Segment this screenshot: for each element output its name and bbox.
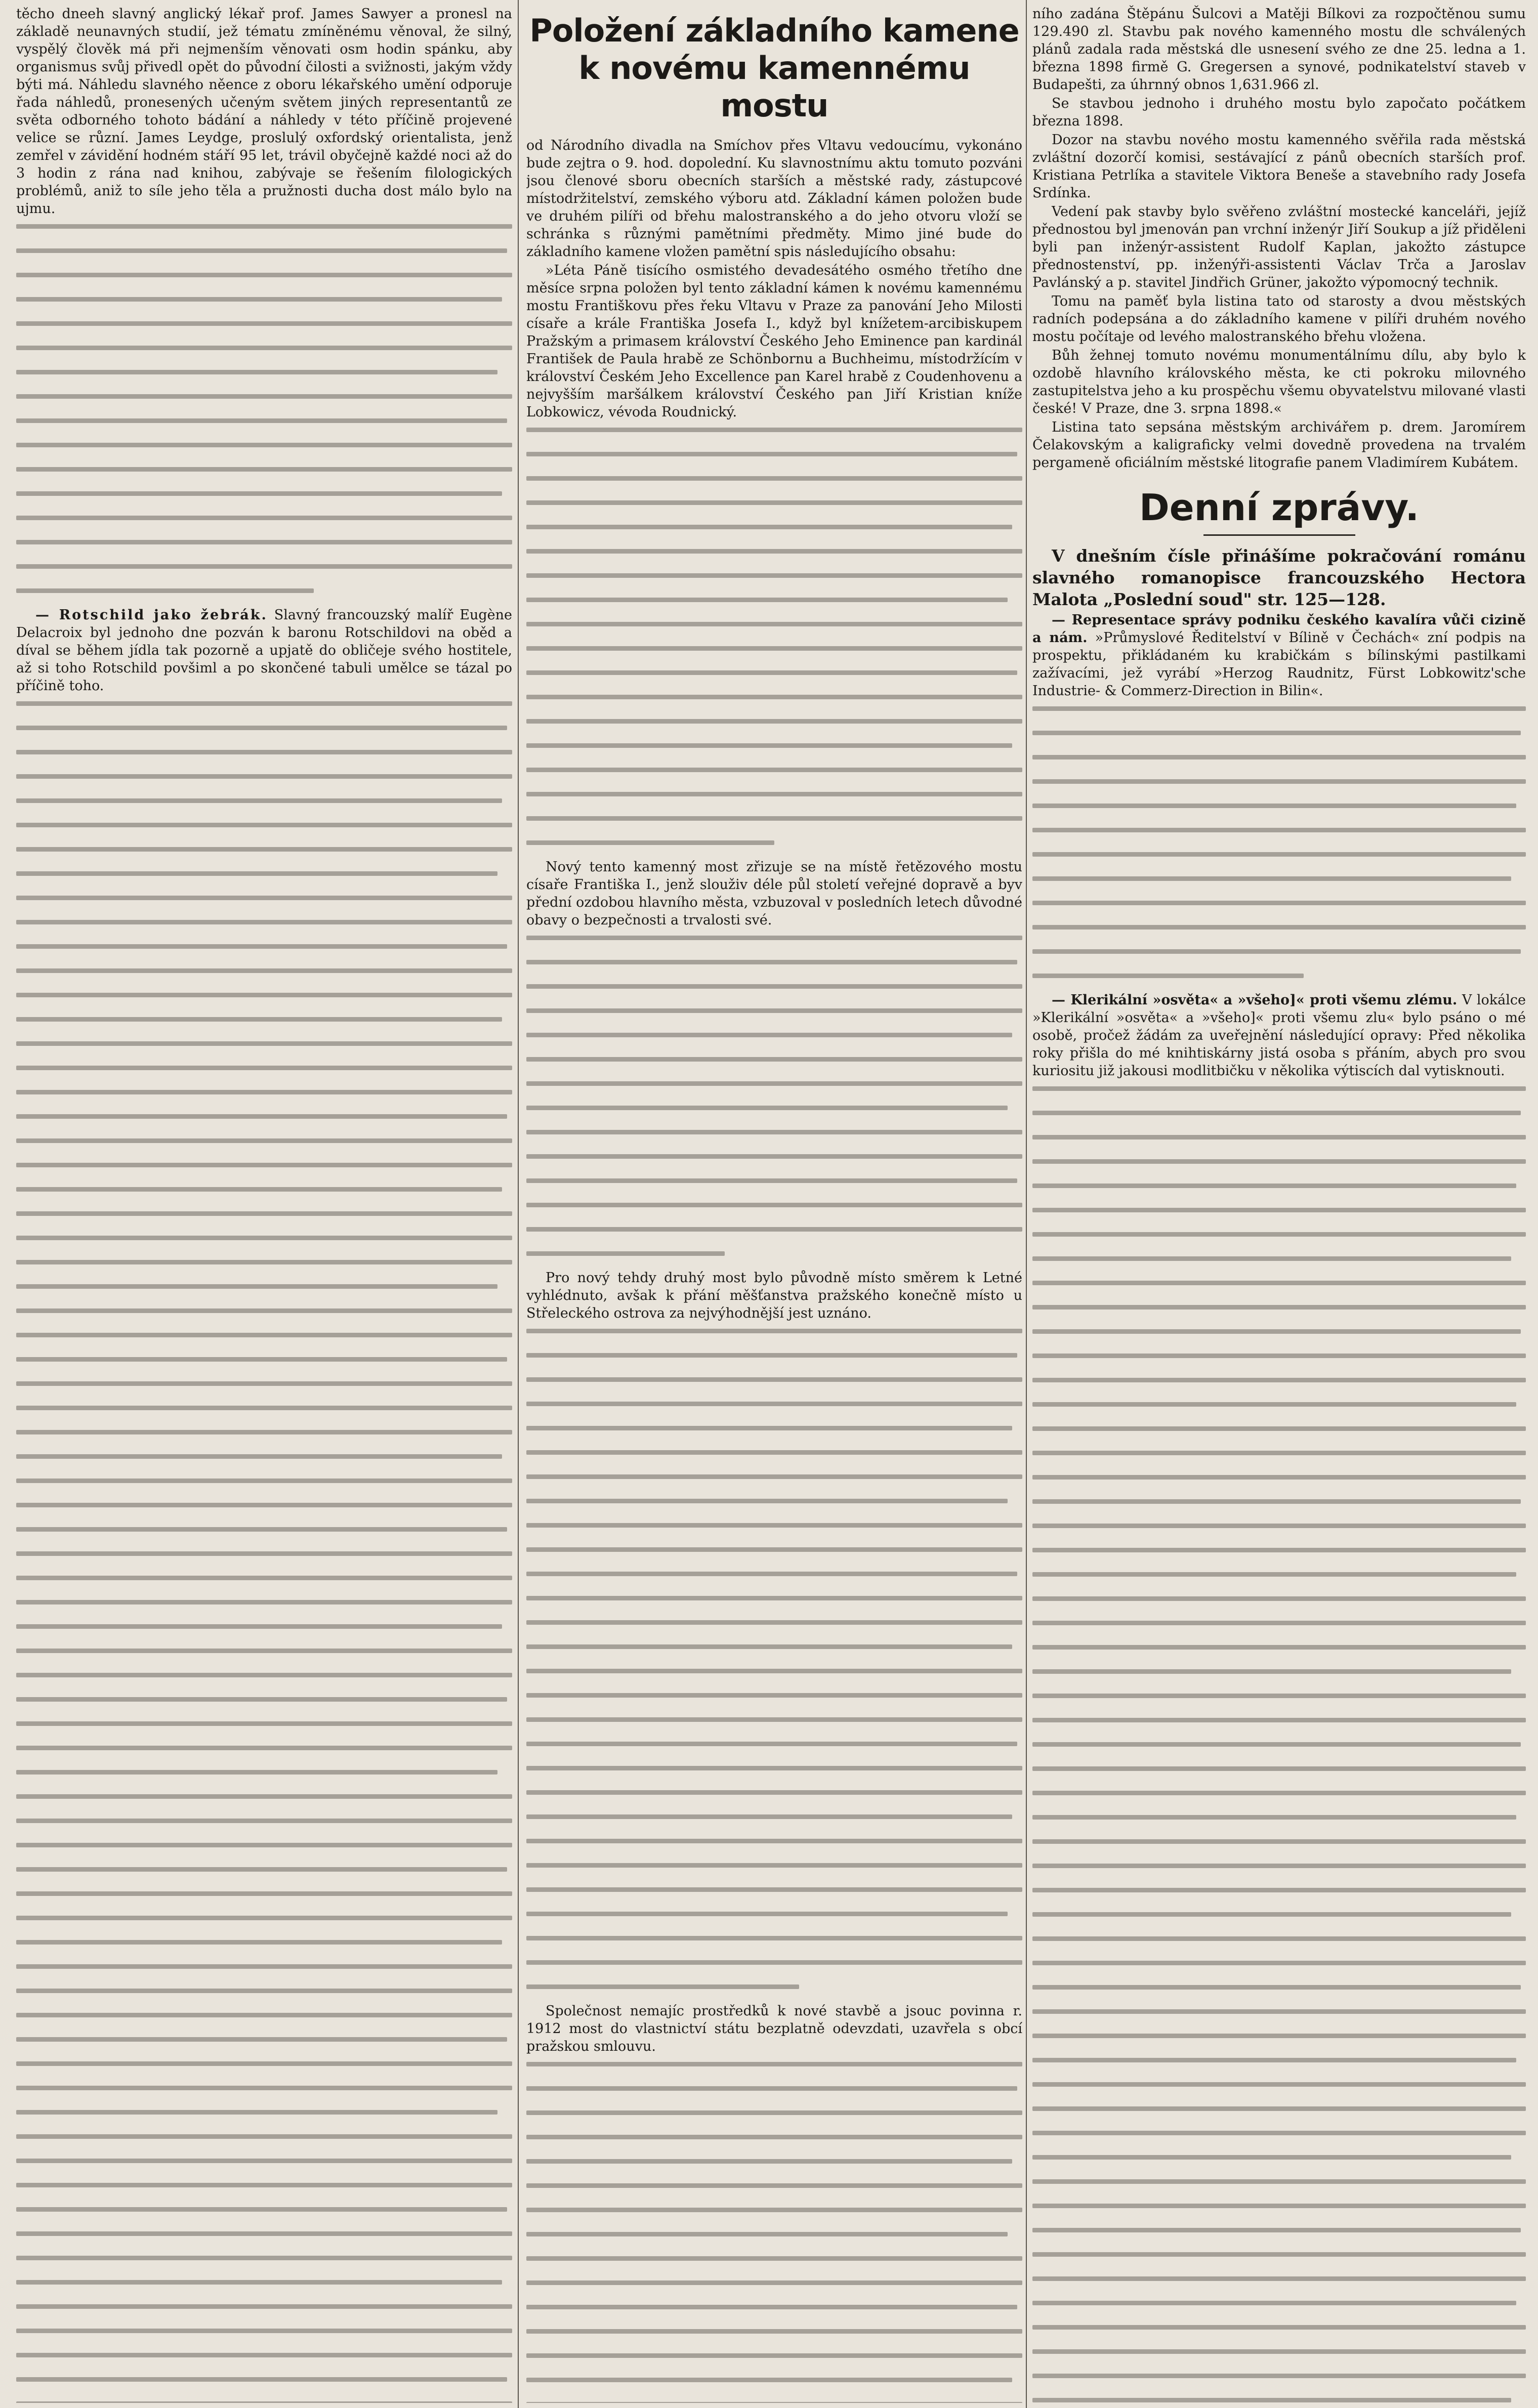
column-left (16, 5, 512, 2403)
filler-text (526, 1329, 1022, 2002)
bridge-document-signing: Tomu na paměť byla listina tato od starosty a dvou městských radních podepsána a do základního kamene v pilíři druhém nového mostu počítaje od levého malostranského břehu vložena. (1032, 293, 1526, 345)
bridge-supervision: Dozor na stavbu nového mostu kamenného svěřila rada městská zvláštní dozorčí komisi, sestávající z pánů obecních starších prof. Kristiana Petrlíka a stavitele Viktora Beneše a stavebního rady Josefa Srdínka. (1032, 132, 1526, 201)
article-representace-body: »Průmyslové Ředitelství v Bílině v Čechách« zní podpis na prospektu, přikládaném ku krabičkám s bílinskými pastilkami zažívacími, jež vyrábí »Herzog Raudnitz, Fürst Lobkowitz'sche Industrie- & Commerz-Direction in Bilin«. (1032, 630, 1526, 699)
section-title-underline (1203, 534, 1355, 536)
bridge-history-1: Nový tento kamenný most zřizuje se na místě řetězového mostu císaře Františka I., jenž slouživ déle půl století veřejné dopravě a byv přední ozdobou hlavního města, vzbuzoval v posledních letech důvodné obavy o bezpečnosti a trvalosti své. (526, 859, 1022, 928)
filler-text (16, 701, 512, 2403)
filler-text (1032, 706, 1526, 991)
bridge-contract-continuation: ního zadána Štěpánu Šulcovi a Matěji Bílkovi za rozpočtěnou sumu 129.490 zl. Stavbu pak nového kamenného mostu dle schválených plánů zadala rada městská dle usnesení svého ze dne 25. ledna a 1. března 1898 firmě G. Gregersen a synové, podnikatelství staveb v Budapešti, za úhrnný obnos 1,631.966 zl. (1032, 6, 1526, 93)
filler-text (1032, 1086, 1526, 2403)
article-rothschild (16, 606, 512, 695)
article-sleep-continuation: těcho dneeh slavný anglický lékař prof. James Sawyer a pronesl na základě neunavných studií, jež tématu zmíněnému věnoval, že silný, vyspělý člověk má při nejmenším věnovati osm hodin spánku, aby organismus svůj přivedl opět do původní čilosti a svižnosti, jakým vždy býti má. Náhledu slavného něence z oboru lékařského umění odporuje řada náhledů, pronesených učeným světem jiných representantů ze světa odborného tohoto bádání a náhledy v této příčině projevené velice se různí. James Leydge, proslulý oxfordský orientalista, jenž zemřel v závidění hodném stáří 95 let, trávil obyčejně každé noci až do 3 hodin z rána nad knihou, zabývaje se řešením filologických problémů, aniž to síle jeho těla a pružnosti ducha dost málo bylo na ujmu. (16, 6, 512, 217)
column-rule (1026, 0, 1027, 2408)
headline-zakladni-kamen: Položení základního kamene k novému kamennému mostu (529, 12, 1019, 124)
bridge-blessing: Bůh žehnej tomuto novému monumentálnímu dílu, aby bylo k ozdobě hlavního královského města, ke cti pokroku milovného zastupitelstva jeho a ku prospěchu všemu obyvatelstvu milované vlasti české! V Praze, dne 3. srpna 1898.« (1032, 348, 1526, 416)
bridge-office: Vedení pak stavby bylo svěřeno zvláštní mostecké kanceláři, jejíž přednostou byl jmenován pan vrchní inženýr Jiří Soukup a jíž přiděleni byli pan inženýr-assistent Rudolf Kaplan, jakožto zástupce přednostenství, pp. inženýři-assistenti Václav Trča a Jaroslav Pavlánský a p. stavitel Jindřich Grüner, jakožto výpomocný technik. (1032, 204, 1526, 290)
article-klerikalni-osveta (1032, 991, 1526, 1080)
article-klerikalni-osveta-title: — Klerikální »osvěta« a »všeho]« proti všemu zlému. (1052, 992, 1458, 1008)
lead-novel-notice: V dnešním čísle přinášíme pokračování románu slavného romanopisce francouzského Hectora Malota „Poslední soud" str. 125—128. (1032, 546, 1526, 609)
filler-text (526, 936, 1022, 1269)
filler-text (526, 428, 1022, 858)
article-rothschild-title: — Rotschild jako žebrák. (35, 607, 268, 623)
article-klerikalni-osveta-body: V lokálce »Klerikální »osvěta« a »všeho]« proti všemu zlu« bylo psáno o mé osobě, pročež žádám za uveřejnění následující opravy: Před několika roky přišla do mé knihtiskárny jistá osoba s přáním, abych pro svou kuriositu již jakousi modlitbičku v několika výtiscích dal vytisknouti. (1032, 992, 1526, 1079)
article-representace (1032, 611, 1526, 700)
bridge-document-author: Listina tato sepsána městským archivářem p. drem. Jaromírem Čelakovským a kaligraficky velmi dovedně provedena na trvalém pergameně oficiálním městské litografie panem Vladimírem Kubátem. (1032, 419, 1526, 471)
article-bridge-intro: od Národního divadla na Smíchov přes Vltavu vedoucímu, vykonáno bude zejtra o 9. hod. dopolední. Ku slavnostnímu aktu tomuto pozváni jsou členové sboru obecních starších a městské rady, zástupcové místodržitelství, zemského výboru atd. Základní kámen položen bude ve druhém pilíři od břehu malostranského a do jeho otvoru vloží se schránka s různými pamětními předměty. Mimo jiné bude do základního kamene vložen pamětní spis následujícího obsahu: (526, 138, 1022, 260)
column-rule (518, 0, 519, 2408)
filler-text (526, 2062, 1022, 2403)
bridge-history-3: Společnost nemajíc prostředků k nové stavbě a jsouc povinna r. 1912 most do vlastnictví státu bezplatně odevzdati, uzavřela s obcí pražskou smlouvu. (526, 2003, 1022, 2054)
section-title-denni-zpravy: Denní zprávy. (1139, 486, 1419, 529)
article-representace-title: — Representace správy podniku českého kavalíra vůči cizině a nám. (1032, 612, 1526, 646)
bridge-document-inscription: »Léta Páně tisícího osmistého devadesátého osmého třetího dne měsíce srpna položen byl tento základní kámen k novému kamennému mostu Františkovu přes řeku Vltavu v Praze za panování Jeho Milosti císaře a krále Františka Josefa I., když byl knížetem-arcibiskupem Pražským a primasem království Českého Jeho Eminence pan kardinál František de Paula hrabě ze Schönbornu a Buchheimu, místodržícím v království Českém Jeho Excellence pan Karel hrabě z Coudenhovenu a nejvyšším maršálkem království Českého pan Jiří Kristian kníže Lobkowicz, vévoda Roudnický. (526, 263, 1022, 420)
column-right (1032, 5, 1526, 2403)
article-rothschild-body: Slavný francouzský malíř Eugène Delacroix byl jednoho dne pozván k baronu Rotschildovi na oběd a díval se během jídla tak pozorně a upjatě do obličeje svého hostitele, až si toho Rotschild povšiml a po skončené tabuli umělce se tázal po příčině toho. (16, 607, 512, 694)
column-middle (526, 5, 1022, 2403)
bridge-construction-start: Se stavbou jednoho i druhého mostu bylo započato počátkem března 1898. (1032, 96, 1526, 129)
bridge-history-2: Pro nový tehdy druhý most bylo původně místo směrem k Letné vyhlédnuto, avšak k přání měšťanstva pražského konečně místo u Střeleckého ostrova za nejvýhodnější jest uznáno. (526, 1270, 1022, 1321)
filler-text (16, 224, 512, 606)
